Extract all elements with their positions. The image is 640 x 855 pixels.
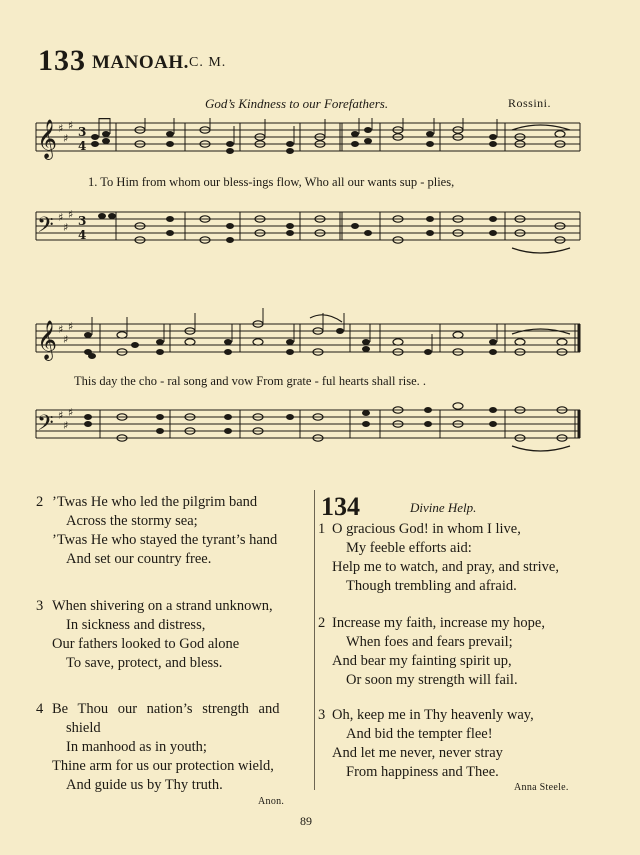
hymn-133-tune-name: MANOAH. (92, 52, 189, 73)
svg-text:3: 3 (78, 125, 87, 139)
page-number: 89 (300, 814, 312, 828)
verse-line: Or soon my strength will fail. (346, 672, 518, 688)
verse-line: And set our country free. (66, 551, 212, 567)
hymn-134-title: Divine Help. (410, 500, 477, 515)
svg-text:𝄢: 𝄢 (37, 213, 54, 243)
verse-line: In sickness and distress, (66, 617, 206, 633)
verse-line: ’Twas He who stayed the tyrant’s hand (52, 532, 278, 548)
svg-text:♯: ♯ (58, 211, 64, 224)
verse-line: When foes and fears prevail; (346, 634, 513, 650)
verse-line: shield (66, 720, 101, 736)
svg-text:3: 3 (78, 214, 87, 228)
hymn-133-number: 133 (38, 44, 86, 77)
svg-text:♯: ♯ (68, 320, 74, 333)
verse-number: 1 (318, 521, 326, 537)
verse-line: And bear my fainting spirit up, (332, 653, 512, 669)
svg-text:4: 4 (78, 139, 87, 153)
hymn-134-verse-1 (318, 520, 618, 596)
verse-line: When shivering on a strand unknown, (52, 598, 273, 614)
svg-text:𝄞: 𝄞 (37, 119, 58, 159)
svg-text:♯: ♯ (68, 406, 74, 419)
verse-line: Our fathers looked to God alone (52, 636, 240, 652)
verse-line: Help me to watch, and pray, and strive, (332, 559, 559, 575)
verse-number: 3 (36, 598, 44, 614)
column-divider (314, 490, 315, 790)
verse-line: Though trembling and afraid. (346, 578, 517, 594)
svg-text:♯: ♯ (68, 208, 74, 221)
verse-line: And let me never, never stray (332, 745, 503, 761)
svg-text:♯: ♯ (63, 132, 69, 145)
lyric-line-2: This day the cho - ral song and vow From grate - ful hearts shall rise. . (74, 374, 426, 388)
svg-text:♯: ♯ (63, 419, 69, 432)
verse-line: To save, protect, and bless. (66, 655, 223, 671)
svg-text:♯: ♯ (58, 323, 64, 336)
verse-line: ’Twas He who led the pilgrim band (52, 494, 258, 510)
hymn-134-verse-3 (318, 706, 618, 782)
verse-line: Oh, keep me in Thy heavenly way, (332, 707, 534, 723)
verse-number: 4 (36, 701, 44, 717)
hymn-133-attribution: Anon. (258, 796, 285, 807)
hymn-133-meter: C. M. (189, 55, 227, 70)
verse-line: And bid the tempter flee! (346, 726, 493, 742)
hymn-133-subtitle: God’s Kindness to our Forefathers. (205, 96, 389, 111)
svg-text:♯: ♯ (58, 409, 64, 422)
verse-line: Increase my faith, increase my hope, (332, 615, 545, 631)
verse-line: And guide us by Thy truth. (66, 777, 223, 793)
svg-text:𝄞: 𝄞 (37, 320, 58, 360)
lyric-line-1: 1. To Him from whom our bless-ings flow, Who all our wants sup - plies, (88, 175, 455, 189)
svg-text:4: 4 (78, 228, 87, 242)
verse-line: Thine arm for us our protection wield, (52, 758, 274, 774)
hymn-134-verse-2 (318, 614, 618, 690)
svg-text:♯: ♯ (63, 333, 69, 346)
verse-line: From happiness and Thee. (346, 764, 499, 780)
verse-number: 3 (318, 707, 326, 723)
svg-text:♯: ♯ (68, 119, 74, 132)
hymn-134-attribution: Anna Steele. (514, 782, 569, 793)
verse-number: 2 (318, 615, 326, 631)
verse-line: In manhood as in youth; (66, 739, 207, 755)
music-system-1 (0, 118, 640, 268)
hymn-133-verse-4 (36, 700, 306, 795)
hymn-133-verse-3 (36, 597, 306, 673)
verse-line: Across the stormy sea; (66, 513, 198, 529)
hymn-133-composer: Rossini. (508, 96, 552, 110)
verse-line: My feeble efforts aid: (346, 540, 472, 556)
svg-text:♯: ♯ (58, 122, 64, 135)
verse-number: 2 (36, 494, 44, 510)
hymn-133-verse-2 (36, 493, 306, 569)
verse-line: Be Thou our nation’s strength and (52, 701, 280, 717)
hymn-134-number: 134 (321, 492, 360, 521)
svg-text:♯: ♯ (63, 221, 69, 234)
verse-line: O gracious God! in whom I live, (332, 521, 521, 537)
svg-text:𝄢: 𝄢 (37, 411, 54, 441)
